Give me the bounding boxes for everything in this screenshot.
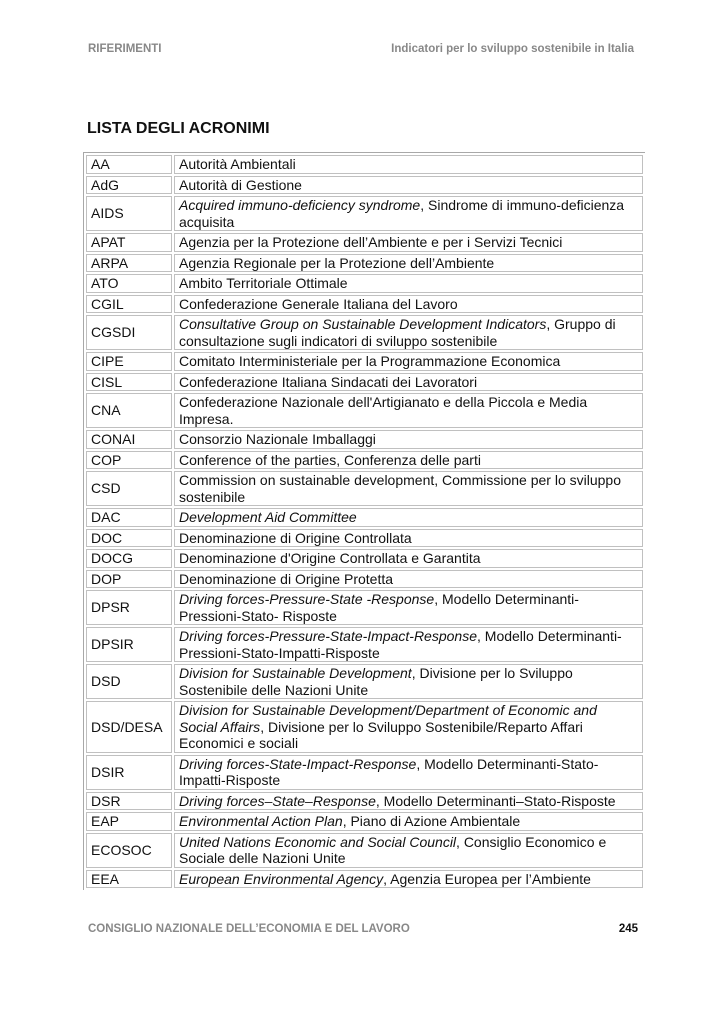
table-row	[86, 833, 643, 868]
table-row	[86, 870, 643, 889]
definition-english: Development Aid Committee	[179, 509, 357, 525]
definition-text: Autorità Ambientali	[179, 156, 296, 172]
definition-cell	[174, 352, 643, 371]
table-row	[86, 254, 643, 273]
definition-cell	[174, 529, 643, 548]
acronym-cell: DOC	[86, 529, 172, 548]
definition-english: Driving forces–State–Response	[179, 792, 376, 809]
definition-cell	[174, 570, 643, 589]
definition-text: Confederazione Nazionale dell'Artigianato e della Piccola e Media Impresa.	[179, 394, 588, 427]
table-row	[86, 352, 643, 371]
table-row	[86, 451, 643, 470]
table-row	[86, 755, 643, 790]
definition-text: , Modello Determinanti-Pressioni-Stato-Impatti-Risposte	[179, 628, 622, 661]
table-row	[86, 233, 643, 252]
acronym-cell: AdG	[86, 176, 172, 195]
acronym-cell: EEA	[86, 870, 172, 889]
definition-cell	[174, 701, 643, 753]
acronym-cell: DPSIR	[86, 627, 172, 662]
definition-english: Driving forces-Pressure-State-Impact-Response	[179, 628, 477, 644]
definition-cell	[174, 870, 643, 889]
table-row	[86, 792, 643, 811]
table-row	[86, 570, 643, 589]
definition-text: , Modello Determinanti–Stato-Risposte	[375, 792, 616, 809]
definition-cell	[174, 295, 643, 314]
table-row	[86, 627, 643, 662]
definition-text: Comitato Interministeriale per la Programmazione Economica	[179, 353, 561, 369]
definition-text: , Consiglio Economico e Sociale delle Nazioni Unite	[179, 833, 607, 866]
definition-text: Consorzio Nazionale Imballaggi	[179, 431, 376, 447]
table-row	[86, 315, 643, 350]
table-row	[86, 812, 643, 831]
acronym-table	[83, 152, 645, 890]
table-row	[86, 196, 643, 231]
acronym-cell: COP	[86, 451, 172, 470]
definition-text: Agenzia Regionale per la Protezione dell’Ambiente	[179, 254, 495, 271]
running-header-section: RIFERIMENTI	[88, 43, 162, 55]
definition-cell	[174, 274, 643, 293]
table-row	[86, 295, 643, 314]
acronym-table-body	[86, 155, 643, 888]
table-row	[86, 590, 643, 625]
acronym-cell: ATO	[86, 274, 172, 293]
acronym-cell: CISL	[86, 373, 172, 392]
definition-text: , Modello Determinanti-Stato-Impatti-Risposte	[179, 755, 599, 788]
definition-text: , Divisione per lo Sviluppo Sostenibile/Reparto Affari Economici e sociali	[179, 718, 583, 751]
acronym-cell: CIPE	[86, 352, 172, 371]
acronym-cell: ECOSOC	[86, 833, 172, 868]
definition-cell	[174, 833, 643, 868]
acronym-cell: CGSDI	[86, 315, 172, 350]
definition-cell	[174, 155, 643, 174]
definition-text: Denominazione d'Origine Controllata e Garantita	[179, 550, 481, 566]
definition-cell	[174, 471, 643, 506]
definition-text: , Gruppo di consultazione sugli indicatori di sviluppo sostenibile	[179, 316, 616, 349]
definition-english: Driving forces-State-Impact-Response	[179, 755, 417, 772]
acronym-cell: CONAI	[86, 430, 172, 449]
definition-text: Conference of the parties, Conferenza delle parti	[179, 451, 481, 468]
acronym-cell: DSD/DESA	[86, 701, 172, 753]
definition-english: Division for Sustainable Development	[179, 665, 412, 681]
definition-cell	[174, 315, 643, 350]
table-row	[86, 664, 643, 699]
acronym-cell: CSD	[86, 471, 172, 506]
table-row	[86, 430, 643, 449]
definition-english: Division for Sustainable Development/Department of Economic and Social Affairs	[179, 702, 597, 735]
page-number: 245	[618, 923, 638, 935]
definition-english: Environmental Action Plan	[179, 813, 343, 829]
definition-english: United Nations Economic and Social Council	[179, 833, 457, 850]
definition-text: , Piano di Azione Ambientale	[342, 813, 521, 829]
definition-text: Autorità di Gestione	[179, 176, 302, 193]
definition-cell	[174, 755, 643, 790]
acronym-cell: CGIL	[86, 295, 172, 314]
definition-text: Commission on sustainable development, Commissione per lo sviluppo sostenibile	[179, 472, 621, 505]
definition-cell	[174, 549, 643, 568]
definition-english: Driving forces-Pressure-State -Response	[179, 591, 435, 607]
definition-text: Confederazione Generale Italiana del Lavoro	[179, 295, 458, 312]
acronym-cell: ARPA	[86, 254, 172, 273]
definition-text: Ambito Territoriale Ottimale	[179, 275, 348, 291]
definition-english: European Environmental Agency	[179, 870, 384, 887]
table-row	[86, 471, 643, 506]
table-row	[86, 155, 643, 174]
acronym-cell: DSD	[86, 664, 172, 699]
definition-text: Agenzia per la Protezione dell’Ambiente e per i Servizi Tecnici	[179, 234, 563, 250]
definition-cell	[174, 590, 643, 625]
running-header-title: Indicatori per lo sviluppo sostenibile in Italia	[391, 43, 634, 55]
acronym-cell: AA	[86, 155, 172, 174]
definition-text: , Sindrome di immuno-deficienza acquisita	[179, 197, 625, 230]
acronym-cell: DSR	[86, 792, 172, 811]
table-row	[86, 393, 643, 428]
acronym-cell: DPSR	[86, 590, 172, 625]
acronym-cell: CNA	[86, 393, 172, 428]
acronym-cell: DAC	[86, 508, 172, 527]
acronym-cell: DOP	[86, 570, 172, 589]
table-row	[86, 176, 643, 195]
definition-cell	[174, 430, 643, 449]
table-row	[86, 274, 643, 293]
definition-cell	[174, 373, 643, 392]
definition-cell	[174, 393, 643, 428]
definition-cell	[174, 451, 643, 470]
definition-english: Acquired immuno-deficiency syndrome	[179, 197, 421, 213]
definition-text: , Divisione per lo Sviluppo Sostenibile delle Nazioni Unite	[179, 665, 573, 698]
definition-cell	[174, 627, 643, 662]
table-row	[86, 529, 643, 548]
definition-text: , Modello Determinanti-Pressioni-Stato- Risposte	[179, 591, 579, 624]
definition-cell	[174, 792, 643, 811]
definition-cell	[174, 812, 643, 831]
definition-cell	[174, 664, 643, 699]
footer-publisher: CONSIGLIO NAZIONALE DELL’ECONOMIA E DEL LAVORO	[88, 923, 410, 935]
table-row	[86, 373, 643, 392]
definition-cell	[174, 176, 643, 195]
acronym-cell: APAT	[86, 233, 172, 252]
table-row	[86, 701, 643, 753]
definition-cell	[174, 508, 643, 527]
definition-text: Denominazione di Origine Controllata	[179, 529, 412, 546]
page-title: LISTA DEGLI ACRONIMI	[87, 120, 270, 137]
acronym-cell: DSIR	[86, 755, 172, 790]
table-row	[86, 508, 643, 527]
acronym-cell: DOCG	[86, 549, 172, 568]
definition-text: Confederazione Italiana Sindacati dei Lavoratori	[179, 373, 478, 390]
definition-cell	[174, 196, 643, 231]
definition-text: Denominazione di Origine Protetta	[179, 570, 394, 587]
definition-text: , Agenzia Europea per l’Ambiente	[383, 870, 591, 887]
definition-cell	[174, 233, 643, 252]
definition-english: Consultative Group on Sustainable Development Indicators	[179, 316, 547, 332]
table-row	[86, 549, 643, 568]
acronym-cell: EAP	[86, 812, 172, 831]
definition-cell	[174, 254, 643, 273]
acronym-cell: AIDS	[86, 196, 172, 231]
